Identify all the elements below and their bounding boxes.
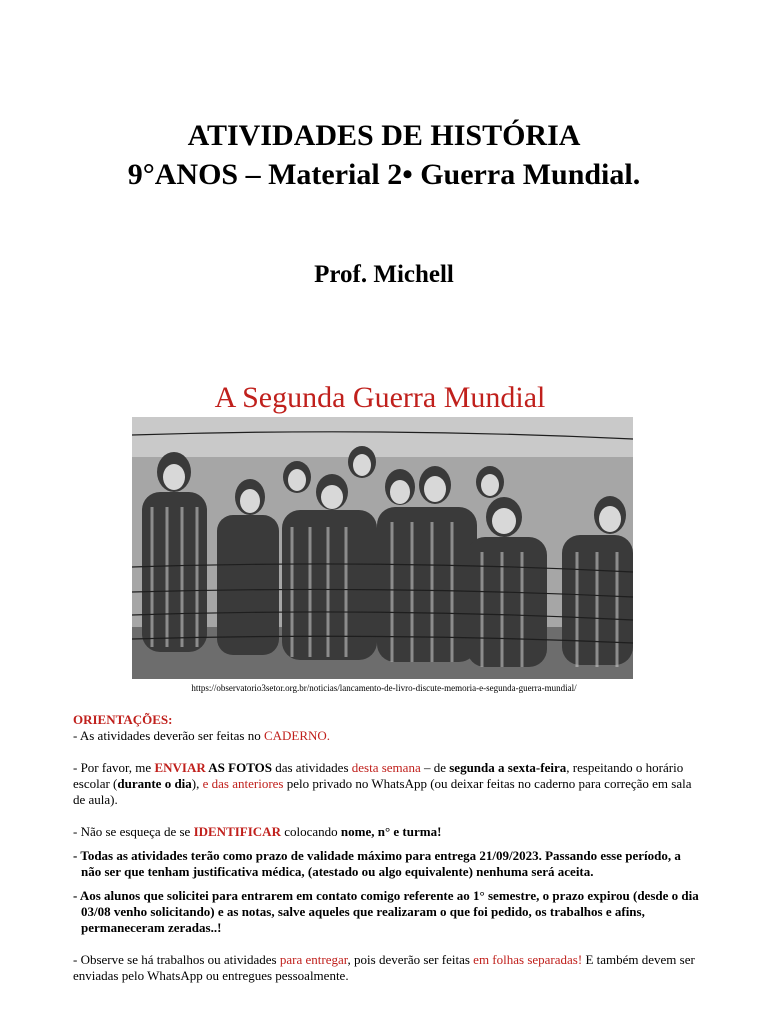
orientation-text: pelo privado no WhatsApp (ou deixar feitas no caderno para correção em sala de aula). (73, 776, 692, 807)
children-camp-photo-illustration (132, 417, 633, 679)
orientation-bold: durante o dia (117, 776, 192, 791)
orientation-highlight: para entregar (279, 952, 348, 967)
orientation-send-photos (73, 760, 703, 808)
historical-photo (132, 417, 633, 679)
orientation-bold: AS FOTOS (205, 760, 272, 775)
orientation-text: - Não se esqueça de se (73, 824, 194, 839)
teacher-name: Prof. Michell (314, 261, 454, 288)
orientation-highlight: ENVIAR (154, 760, 206, 775)
orientation-highlight: desta semana (351, 760, 421, 775)
orientation-highlight: IDENTIFICAR (193, 824, 281, 839)
orientation-text: - Observe se há trabalhos ou atividades (73, 952, 280, 967)
orientation-text: - Por favor, me (73, 760, 155, 775)
section-title: A Segunda Guerra Mundial (214, 381, 546, 414)
orientation-highlight: e das anteriores (202, 776, 284, 791)
orientation-caderno (73, 728, 703, 744)
document-title-line2: 9°ANOS – Material 2• Guerra Mundial. (127, 158, 641, 191)
orientation-text: - As atividades deverão ser feitas no (73, 728, 264, 743)
photo-caption-link[interactable]: https://observatorio3setor.org.br/noticias/lancamento-de-livro-discute-memoria-e-segunda-guerra-mundial/ (191, 683, 577, 693)
orientation-deadline: - Todas as atividades terão como prazo de validade máximo para entrega 21/09/2023. Passando esse período, a não ser que tenham justificativa médica, (atestado ou algo equivalente) nenhuma será aceita. (73, 848, 681, 879)
orientation-identify (73, 824, 703, 840)
orientation-text: , respeitando o horário escolar ( (73, 760, 684, 791)
orientation-bold: segunda a sexta-feira (449, 760, 567, 775)
orientation-highlight: CADERNO. (263, 728, 331, 743)
orientation-first-semester: - Aos alunos que solicitei para entrarem em contato comigo referente ao 1° semestre, o prazo expirou (desde o dia 03/08 venho solicitando) e as notas, salve aqueles que realizaram o que foi pedido, os trabalhos e afins, permaneceram zeradas..! (73, 888, 699, 935)
orientation-text: colocando (280, 824, 341, 839)
orientations-section (73, 712, 703, 984)
orientations-heading: ORIENTAÇÕES: (73, 712, 173, 727)
orientation-text: ), (191, 776, 203, 791)
orientation-text: E também devem ser enviadas pelo WhatsApp ou entregues pessoalmente. (73, 952, 695, 983)
orientation-highlight: em folhas separadas! (473, 952, 583, 967)
orientation-pending-work (73, 952, 703, 984)
orientation-text: das atividades (271, 760, 352, 775)
orientation-text: , pois deverão ser feitas (347, 952, 474, 967)
document-title-line1: ATIVIDADES DE HISTÓRIA (187, 119, 581, 152)
orientation-text: – de (420, 760, 450, 775)
orientation-bold: nome, n° e turma! (340, 824, 442, 839)
